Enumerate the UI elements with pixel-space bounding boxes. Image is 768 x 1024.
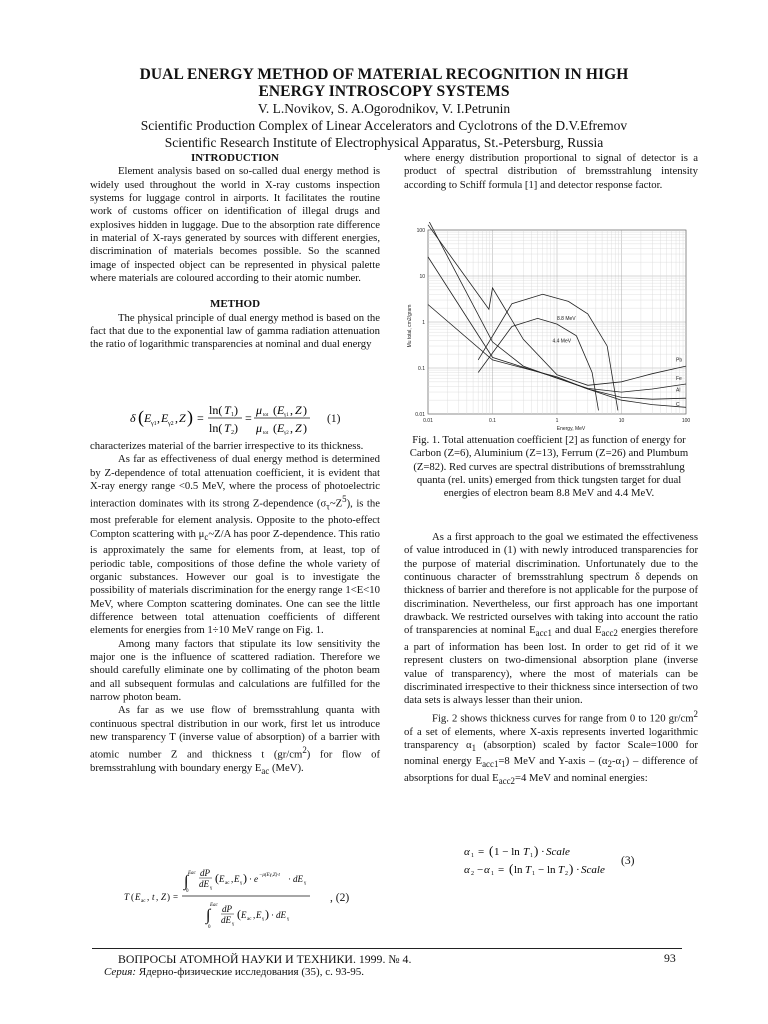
equation-3-number: (3)	[621, 855, 635, 867]
svg-text:·: ·	[288, 874, 291, 884]
y-tick-label: 0.01	[415, 412, 425, 418]
introduction-text: Element analysis based on so-called dual energy method is widely used throughout the world in X-ray customs inspection systems for luggage control in airports. It facilitates the routine work of customs officer on identification of illegal drugs and explosives hidden in luggage. Due to the absorption rate difference in material of X-rays generated by sources with different energies, discrimination of materials becomes possible. So the scanned image of inspected object can be represented in physical palette where materials are coloured according to their atomic number.	[90, 165, 380, 285]
right-column-top	[404, 152, 698, 192]
svg-text:tot: tot	[263, 431, 269, 436]
svg-text:): )	[569, 861, 574, 876]
right-paragraph-2: As a first approach to the goal we estimated the effectiveness of value introduced in (1) with newly introduced transparencies for the purpose of material discrimination. Unfortunately due to the continuous character of bremsstrahlung spectrum δ depends on thickness of barrier and therefore is not applicable for the purpose of discrimination. Nevertheless, our first approach has one important drawback. We restricted ourselves with taking into account the ratio of transparencies at nominal $E_{acc1}$ and dual $E_{acc2}$ energies therefore a part of information has been lost. In order to get rid of it we represent clusters on two-dimensional absorption plane (inverse value of transparency), where the most of materials can be discriminated irrespective to their thickness since intersection of two data sets is always lesser than their union.	[404, 531, 698, 707]
svg-text:Z: Z	[179, 411, 186, 425]
svg-text:γ: γ	[287, 917, 290, 922]
svg-text:dE: dE	[199, 879, 209, 889]
right-column-bottom	[404, 531, 698, 788]
svg-text:γ: γ	[210, 886, 213, 891]
svg-text:dE: dE	[276, 910, 286, 920]
svg-text:·: ·	[271, 910, 274, 920]
svg-text:·: ·	[576, 864, 580, 876]
curve-label-c: C	[676, 401, 680, 408]
svg-text:− ln: − ln	[538, 864, 556, 876]
left-column-lower	[90, 440, 380, 779]
svg-text:2: 2	[471, 871, 474, 877]
figure-1-caption: Fig. 1. Total attenuation coefficient [2] as function of energy for Carbon (Z=6), Aluminium (Z=13), Ferrum (Z=26) and Plumbum (Z=82). Red curves are spectral distributions of bremsstrahlung quanta (rel. units) emerged from thick tungsten target for dual energies of electron beam 8.8 MeV and 4.4 MeV.	[409, 434, 689, 500]
paper-title	[40, 66, 728, 100]
svg-text:ac: ac	[247, 917, 252, 922]
curve-label-4-4-mev: 4.4 MeV	[552, 338, 572, 345]
title-line-1: DUAL ENERGY METHOD OF MATERIAL RECOGNITION IN HIGH	[139, 66, 629, 83]
method-paragraph-1: The physical principle of dual energy method is based on the fact that due to the exponential law of gamma radiation attenuation the ratio of logarithmic transparencies at nominal and dual energy	[90, 311, 380, 351]
svg-text:=: =	[173, 892, 179, 902]
authors: V. L.Novikov, S. A.Ogorodnikov, V. I.Petrunin	[257, 101, 511, 116]
svg-text:E: E	[135, 892, 141, 902]
svg-text:Z: Z	[295, 403, 302, 417]
equation-1	[130, 402, 330, 443]
method-paragraph-4: Among many factors that stipulate its low sensitivity the major one is the influence of scattered radiation. Therefore we should carefully eliminate one by collimating of the photon beam and all subsequent formulas and calculations are fulfilled for the narrow photon beam.	[90, 637, 380, 704]
svg-text:=: =	[197, 411, 204, 425]
svg-text:(: (	[509, 861, 514, 876]
svg-text:(: (	[215, 871, 219, 885]
svg-text:(: (	[237, 907, 241, 921]
svg-text:(: (	[273, 421, 277, 435]
svg-text:1: 1	[471, 853, 474, 859]
figure-1	[400, 222, 700, 439]
method-paragraph-2: characterizes material of the barrier irrespective to its thickness.	[90, 440, 364, 452]
svg-text:dE: dE	[293, 874, 303, 884]
svg-text:ln(: ln(	[209, 421, 223, 435]
journal-name: ВОПРОСЫ АТОМНОЙ НАУКИ И ТЕХНИКИ. 1999. № 4.	[118, 952, 412, 966]
svg-text:0: 0	[186, 889, 189, 894]
left-column	[90, 152, 380, 352]
svg-text:γ1: γ1	[151, 421, 157, 427]
svg-text:(: (	[138, 407, 144, 427]
footer-rule	[92, 948, 682, 949]
curve-label-al: Al	[676, 387, 681, 394]
svg-text:E: E	[219, 874, 225, 884]
affiliation-line-2: Scientific Research Institute of Electrophysical Apparatus, St.-Petersburg, Russia	[164, 135, 604, 150]
svg-text:): )	[265, 907, 269, 921]
svg-text:ln: ln	[514, 864, 523, 876]
svg-text:ac: ac	[141, 899, 146, 904]
svg-text:,: ,	[231, 874, 234, 884]
svg-text:,: ,	[253, 910, 256, 920]
y-tick-label: 100	[416, 228, 425, 234]
svg-text:E: E	[277, 421, 285, 435]
svg-text:δ: δ	[130, 411, 136, 425]
equation-2	[122, 864, 332, 939]
svg-text:): )	[243, 871, 247, 885]
svg-text:tot: tot	[263, 413, 269, 418]
svg-text:·: ·	[249, 874, 252, 884]
svg-text:(: (	[131, 892, 134, 902]
curve-8-8-mev	[478, 294, 618, 410]
x-tick-label: 0.1	[489, 418, 496, 424]
svg-text:): )	[187, 407, 193, 427]
svg-text:γ2: γ2	[168, 421, 174, 427]
x-tick-label: 10	[618, 418, 625, 424]
y-tick-label: 10	[419, 274, 425, 280]
svg-text:,: ,	[147, 892, 150, 902]
svg-text:E: E	[161, 411, 169, 425]
svg-text:ac: ac	[225, 881, 230, 886]
affiliation-line-1: Scientific Production Complex of Linear Accelerators and Cyclotrons of the D.V.Efremov	[140, 118, 628, 133]
svg-text:∫: ∫	[206, 907, 211, 924]
svg-text:dE: dE	[221, 915, 231, 925]
svg-text:2: 2	[231, 430, 234, 436]
right-paragraph-1: where energy distribution proportional to signal of detector is a product of spectral distribution of bremsstrahlung intensity according to Schiff formula [1] and detector response factor.	[404, 152, 698, 191]
x-tick-label: 0.01	[423, 418, 433, 424]
svg-text:,: ,	[290, 421, 293, 435]
svg-text:,: ,	[175, 411, 178, 425]
svg-text:): )	[234, 403, 238, 417]
svg-text:α: α	[464, 846, 470, 858]
svg-text:2: 2	[565, 871, 568, 877]
introduction-heading: INTRODUCTION	[190, 152, 279, 164]
svg-text:T: T	[558, 864, 565, 876]
svg-text:dP: dP	[200, 868, 210, 878]
svg-text:1: 1	[231, 412, 234, 418]
equation-2-number: , (2)	[330, 892, 350, 904]
svg-text:γ: γ	[262, 917, 265, 922]
svg-text:1: 1	[491, 871, 494, 877]
svg-text:∫: ∫	[184, 873, 189, 890]
svg-text:dP: dP	[222, 904, 232, 914]
x-tick-label: 1	[555, 418, 559, 424]
curve-label-8-8-mev: 8.8 MeV	[557, 316, 576, 323]
svg-text:): )	[167, 892, 170, 902]
svg-text:γ: γ	[304, 881, 307, 886]
svg-text:0: 0	[208, 925, 211, 930]
svg-text:γ: γ	[240, 881, 243, 886]
method-paragraph-3: As far as effectiveness of dual energy method is determined by Z-dependence of total attenuation coefficient, it is evident that X-ray energy range <0.5 MeV, where the process of photoelectric interaction dominates with its strong Z-dependence $(\sigma_\tau\sim Z^5)$, is the most preferable for element analysis. Opposite to the photo-effect Compton scattering with $\mu_c\sim Z/A$ has poor Z-dependence. This ratio is approximately the same for elements from, at least, top of periodic table, compositions of those define the whole variety of organic substances. However our goal is to investigate the possibility of materials discrimination for the energy range 1<E<10 MeV, where Compton scattering dominates. One can see the little difference between total attenuation coefficients of different elements for energies from 1÷10 MeV range on Fig. 1.	[90, 453, 380, 637]
svg-text:T: T	[525, 864, 532, 876]
svg-text:T: T	[124, 892, 130, 902]
svg-text:ln(: ln(	[209, 403, 223, 417]
svg-text:α: α	[484, 864, 490, 876]
svg-text:−: −	[477, 864, 484, 876]
svg-text:μ: μ	[256, 421, 263, 435]
svg-text:E: E	[256, 910, 262, 920]
figure-y-label: Mu total, cm2/gram	[407, 304, 413, 348]
svg-text:(: (	[273, 403, 277, 417]
equation-3	[462, 843, 635, 882]
svg-text:1: 1	[532, 871, 535, 877]
svg-text:Eac: Eac	[188, 871, 196, 876]
svg-text:γ: γ	[232, 922, 235, 927]
right-paragraph-3: Fig. 2 shows thickness curves for range from 0 to 120 $gr/cm^2$ of a set of elements, where X-axis represents inverted logarithmic transparency $\alpha_1$ (absorption) scaled by factor Scale=1000 for nominal energy $E_{acc1}=8$ MeV and Y-axis – $(\alpha_2-\alpha_1)$ – difference of absorptions for dual $E_{acc2}=4$ MeV and nominal energies:	[404, 708, 698, 786]
curve-label-pb: Pb	[676, 357, 683, 364]
series-line: Серия: Ядерно-физические исследования (35), с. 93-95.	[104, 966, 364, 978]
equation-1-number: (1)	[327, 413, 341, 425]
svg-text:): )	[534, 843, 539, 858]
svg-text:1: 1	[530, 853, 533, 859]
svg-text:e: e	[254, 874, 258, 884]
svg-text:μ: μ	[256, 403, 263, 417]
svg-text:T: T	[523, 846, 530, 858]
figure-x-label: Energy, MeV	[556, 426, 586, 432]
svg-text:E: E	[277, 403, 285, 417]
svg-text:): )	[303, 421, 307, 435]
svg-text:Scale: Scale	[581, 864, 605, 876]
svg-text:,: ,	[156, 892, 159, 902]
curve-label-fe: Fe	[676, 375, 682, 382]
svg-text:1 − ln: 1 − ln	[494, 846, 520, 858]
svg-text:T: T	[224, 403, 231, 417]
figure-1-plot	[400, 222, 700, 434]
method-heading: METHOD	[209, 298, 261, 311]
svg-text:): )	[303, 403, 307, 417]
svg-text:Z: Z	[161, 892, 167, 902]
svg-text:Scale: Scale	[546, 846, 570, 858]
svg-text:,: ,	[290, 403, 293, 417]
svg-text:E: E	[241, 910, 247, 920]
y-tick-label: 1	[422, 320, 425, 326]
y-tick-label: 0.1	[418, 366, 425, 372]
svg-text:=: =	[245, 411, 252, 425]
svg-text:=: =	[498, 864, 505, 876]
svg-text:α: α	[464, 864, 470, 876]
title-line-2: ENERGY INTROSCOPY SYSTEMS	[258, 83, 510, 100]
svg-text:E: E	[234, 874, 240, 884]
svg-text:): )	[234, 421, 238, 435]
page-number: 93	[664, 951, 676, 965]
svg-text:,: ,	[157, 411, 160, 425]
svg-text:T: T	[224, 421, 231, 435]
svg-text:−μ(Eγ,Z)·t: −μ(Eγ,Z)·t	[259, 873, 280, 878]
svg-text:γ2: γ2	[284, 431, 289, 436]
svg-text:(: (	[489, 843, 494, 858]
svg-text:t: t	[152, 892, 155, 902]
svg-text:E: E	[144, 411, 152, 425]
x-tick-label: 100	[681, 418, 691, 424]
svg-text:γ1: γ1	[284, 413, 289, 418]
svg-text:=: =	[478, 846, 485, 858]
svg-text:Eac: Eac	[210, 903, 218, 908]
svg-text:·: ·	[541, 846, 545, 858]
svg-text:Z: Z	[295, 421, 302, 435]
method-paragraph-5: As far as we use flow of bremsstrahlung quanta with continuous spectral distribution in our work, first let us introduce new transparency T (inverse value of absorption) of a barrier with atomic number Z and thickness t $(gr/cm^2)$ for flow of bremsstrahlung with boundary energy $E_{ac}$ (MeV).	[90, 704, 380, 777]
